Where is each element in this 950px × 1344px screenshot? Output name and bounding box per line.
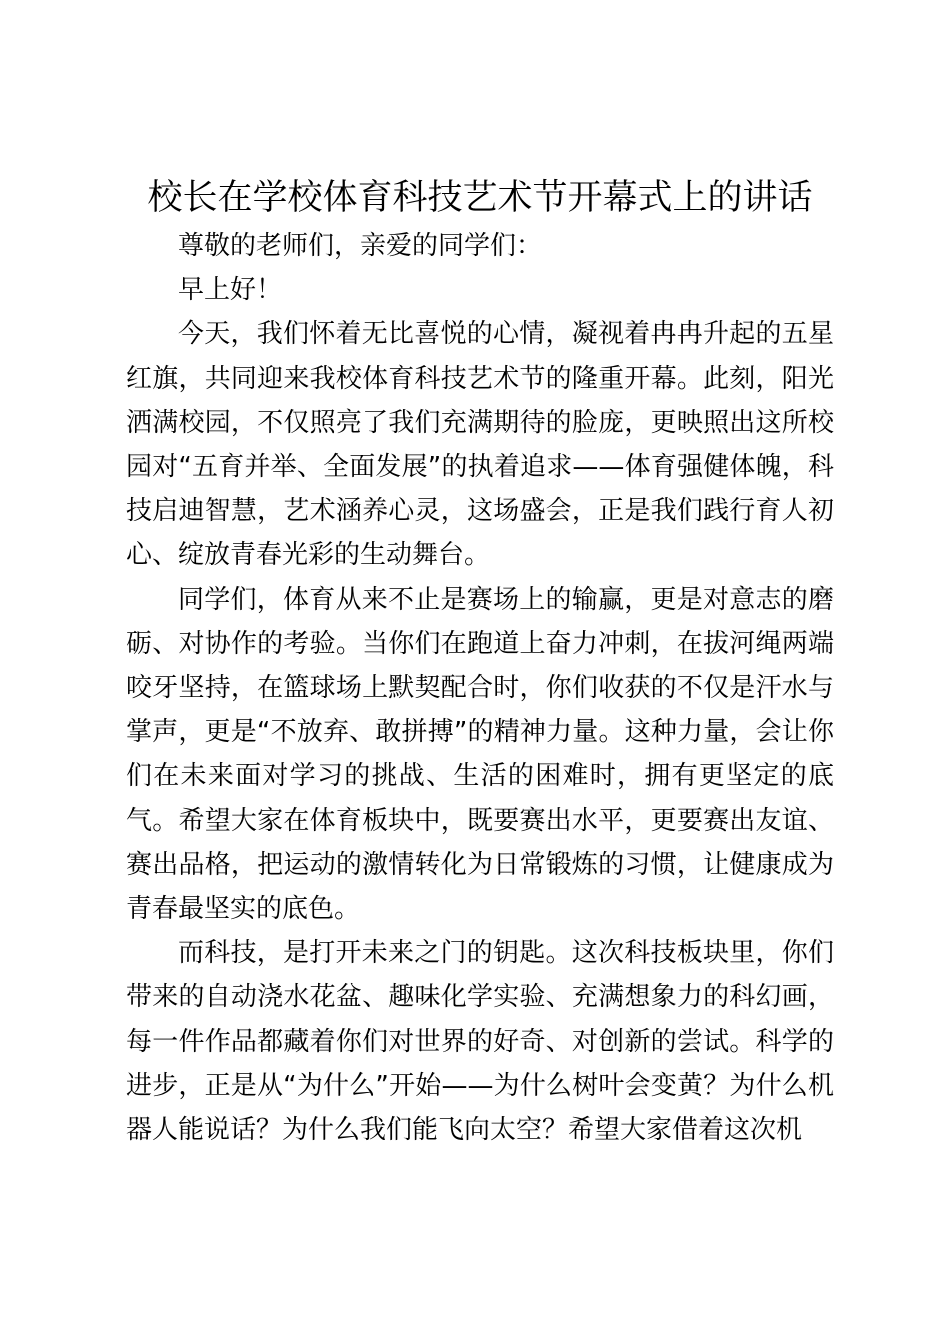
salutation: 尊敬的老师们，亲爱的同学们： xyxy=(178,231,543,261)
document-title: 校长在学校体育科技艺术节开幕式上的讲话 xyxy=(147,178,813,218)
body-paragraph: 而科技，是打开未来之门的钥匙。这次科技板块里，你们带来的自动浇水花盆、趣味化学实验、充满想象力的科幻画，每一件作品都藏着你们对世界的好奇、对创新的尝试。科学的进步，正是从“为什么”开始——为什么树叶会变黄？为什么机器人能说话？为什么我们能飞向太空？希望大家借着这次机 xyxy=(126,938,834,1146)
greeting: 早上好！ xyxy=(178,275,283,306)
document-body xyxy=(126,172,834,1152)
body-paragraph: 今天，我们怀着无比喜悦的心情，凝视着冉冉升起的五星红旗，共同迎来我校体育科技艺术节的隆重开幕。此刻，阳光洒满校园，不仅照亮了我们充满期待的脸庞，更映照出这所校园对“五育并举、全面发展”的执着追求——体育强健体魄，科技启迪智慧，艺术涵养心灵，这场盛会，正是我们践行育人初心、绽放青春光彩的生动舞台。 xyxy=(126,319,834,571)
body-paragraph: 同学们，体育从来不止是赛场上的输赢，更是对意志的磨砺、对协作的考验。当你们在跑道上奋力冲刺，在拔河绳两端咬牙坚持，在篮球场上默契配合时，你们收获的不仅是汗水与掌声，更是“不放弃、敢拼搏”的精神力量。这种力量，会让你们在未来面对学习的挑战、生活的困难时，拥有更坚定的底气。希望大家在体育板块中，既要赛出水平，更要赛出友谊、赛出品格，把运动的激情转化为日常锻炼的习惯，让健康成为青春最坚实的底色。 xyxy=(126,584,834,925)
